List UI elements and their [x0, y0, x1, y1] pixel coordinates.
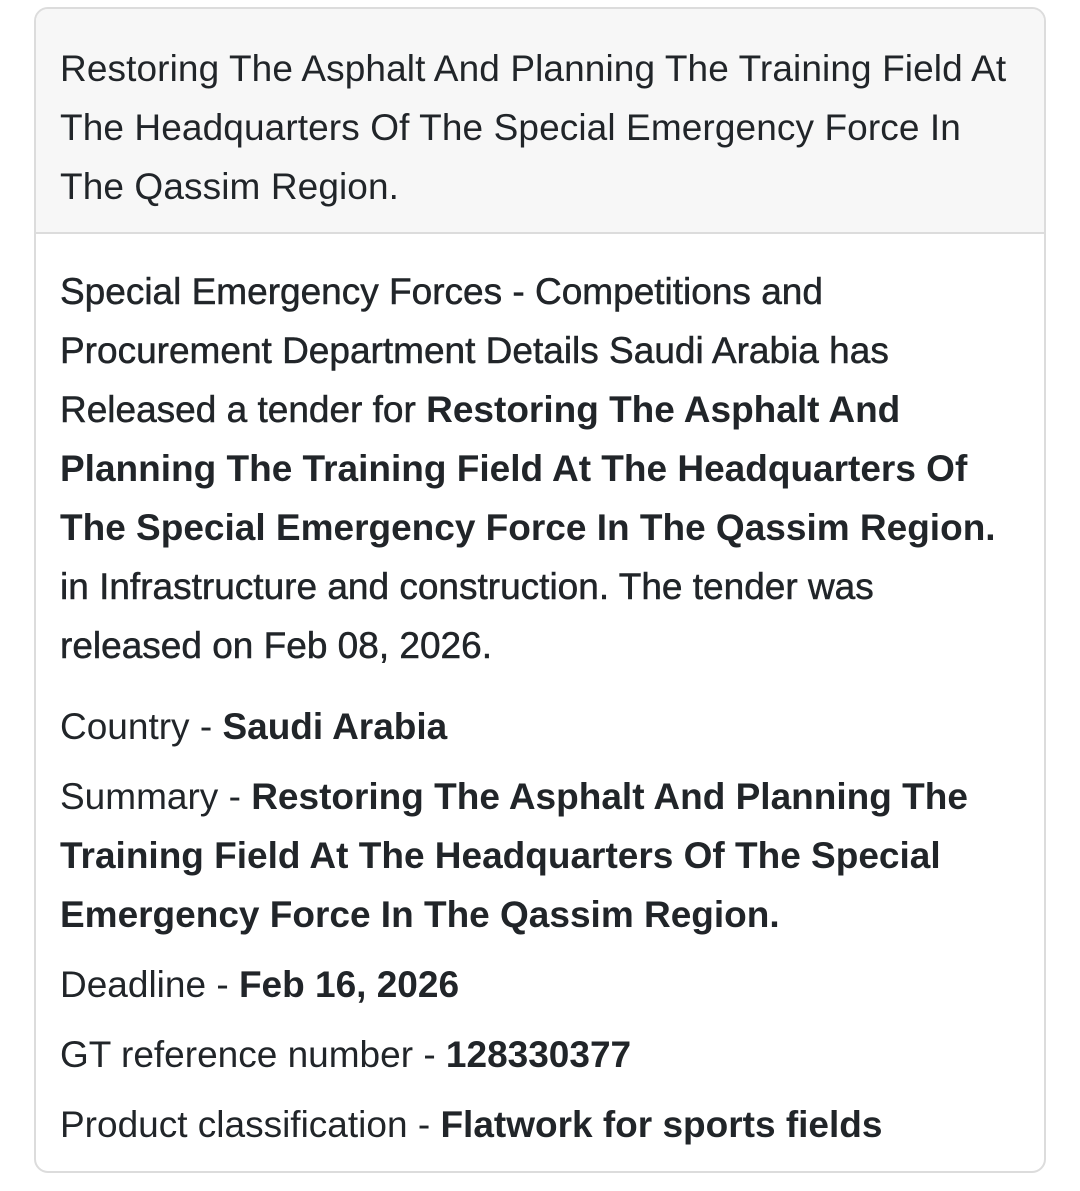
tender-title: Restoring The Asphalt And Planning The Training Field At The Headquarters Of The Special Emergency Force In The Qassim Region.	[60, 48, 1007, 207]
field-summary	[60, 767, 1020, 944]
description-outro: in Infrastructure and construction. The tender was released on Feb 08, 2026.	[60, 566, 874, 666]
field-product-classification	[60, 1095, 1020, 1154]
field-value: Flatwork for sports fields	[440, 1104, 883, 1145]
field-label: GT reference number -	[60, 1034, 446, 1075]
field-value: Restoring The Asphalt And Planning The Training Field At The Headquarters Of The Special Emergency Force In The Qassim Region.	[60, 776, 968, 935]
field-gt-reference-number	[60, 1025, 1020, 1084]
tender-card	[34, 7, 1046, 1173]
description-tender-title: Restoring The Asphalt And Planning The Training Field At The Headquarters Of The Special Emergency Force In The Qassim Region.	[60, 389, 996, 548]
field-label: Product classification -	[60, 1104, 441, 1145]
card-body	[36, 234, 1044, 1154]
field-value: Feb 16, 2026	[238, 964, 460, 1005]
description-intro: Special Emergency Forces - Competitions and Procurement Department Details Saudi Arabia has Released a tender for	[60, 271, 889, 430]
field-deadline	[60, 955, 1020, 1014]
field-value: Saudi Arabia	[222, 706, 448, 747]
field-label: Summary -	[60, 776, 252, 817]
field-label: Country -	[60, 706, 223, 747]
field-country	[60, 697, 1020, 756]
field-label: Deadline -	[60, 964, 239, 1005]
tender-description	[60, 262, 1020, 675]
field-value: 128330377	[445, 1034, 632, 1075]
card-header	[36, 9, 1044, 234]
